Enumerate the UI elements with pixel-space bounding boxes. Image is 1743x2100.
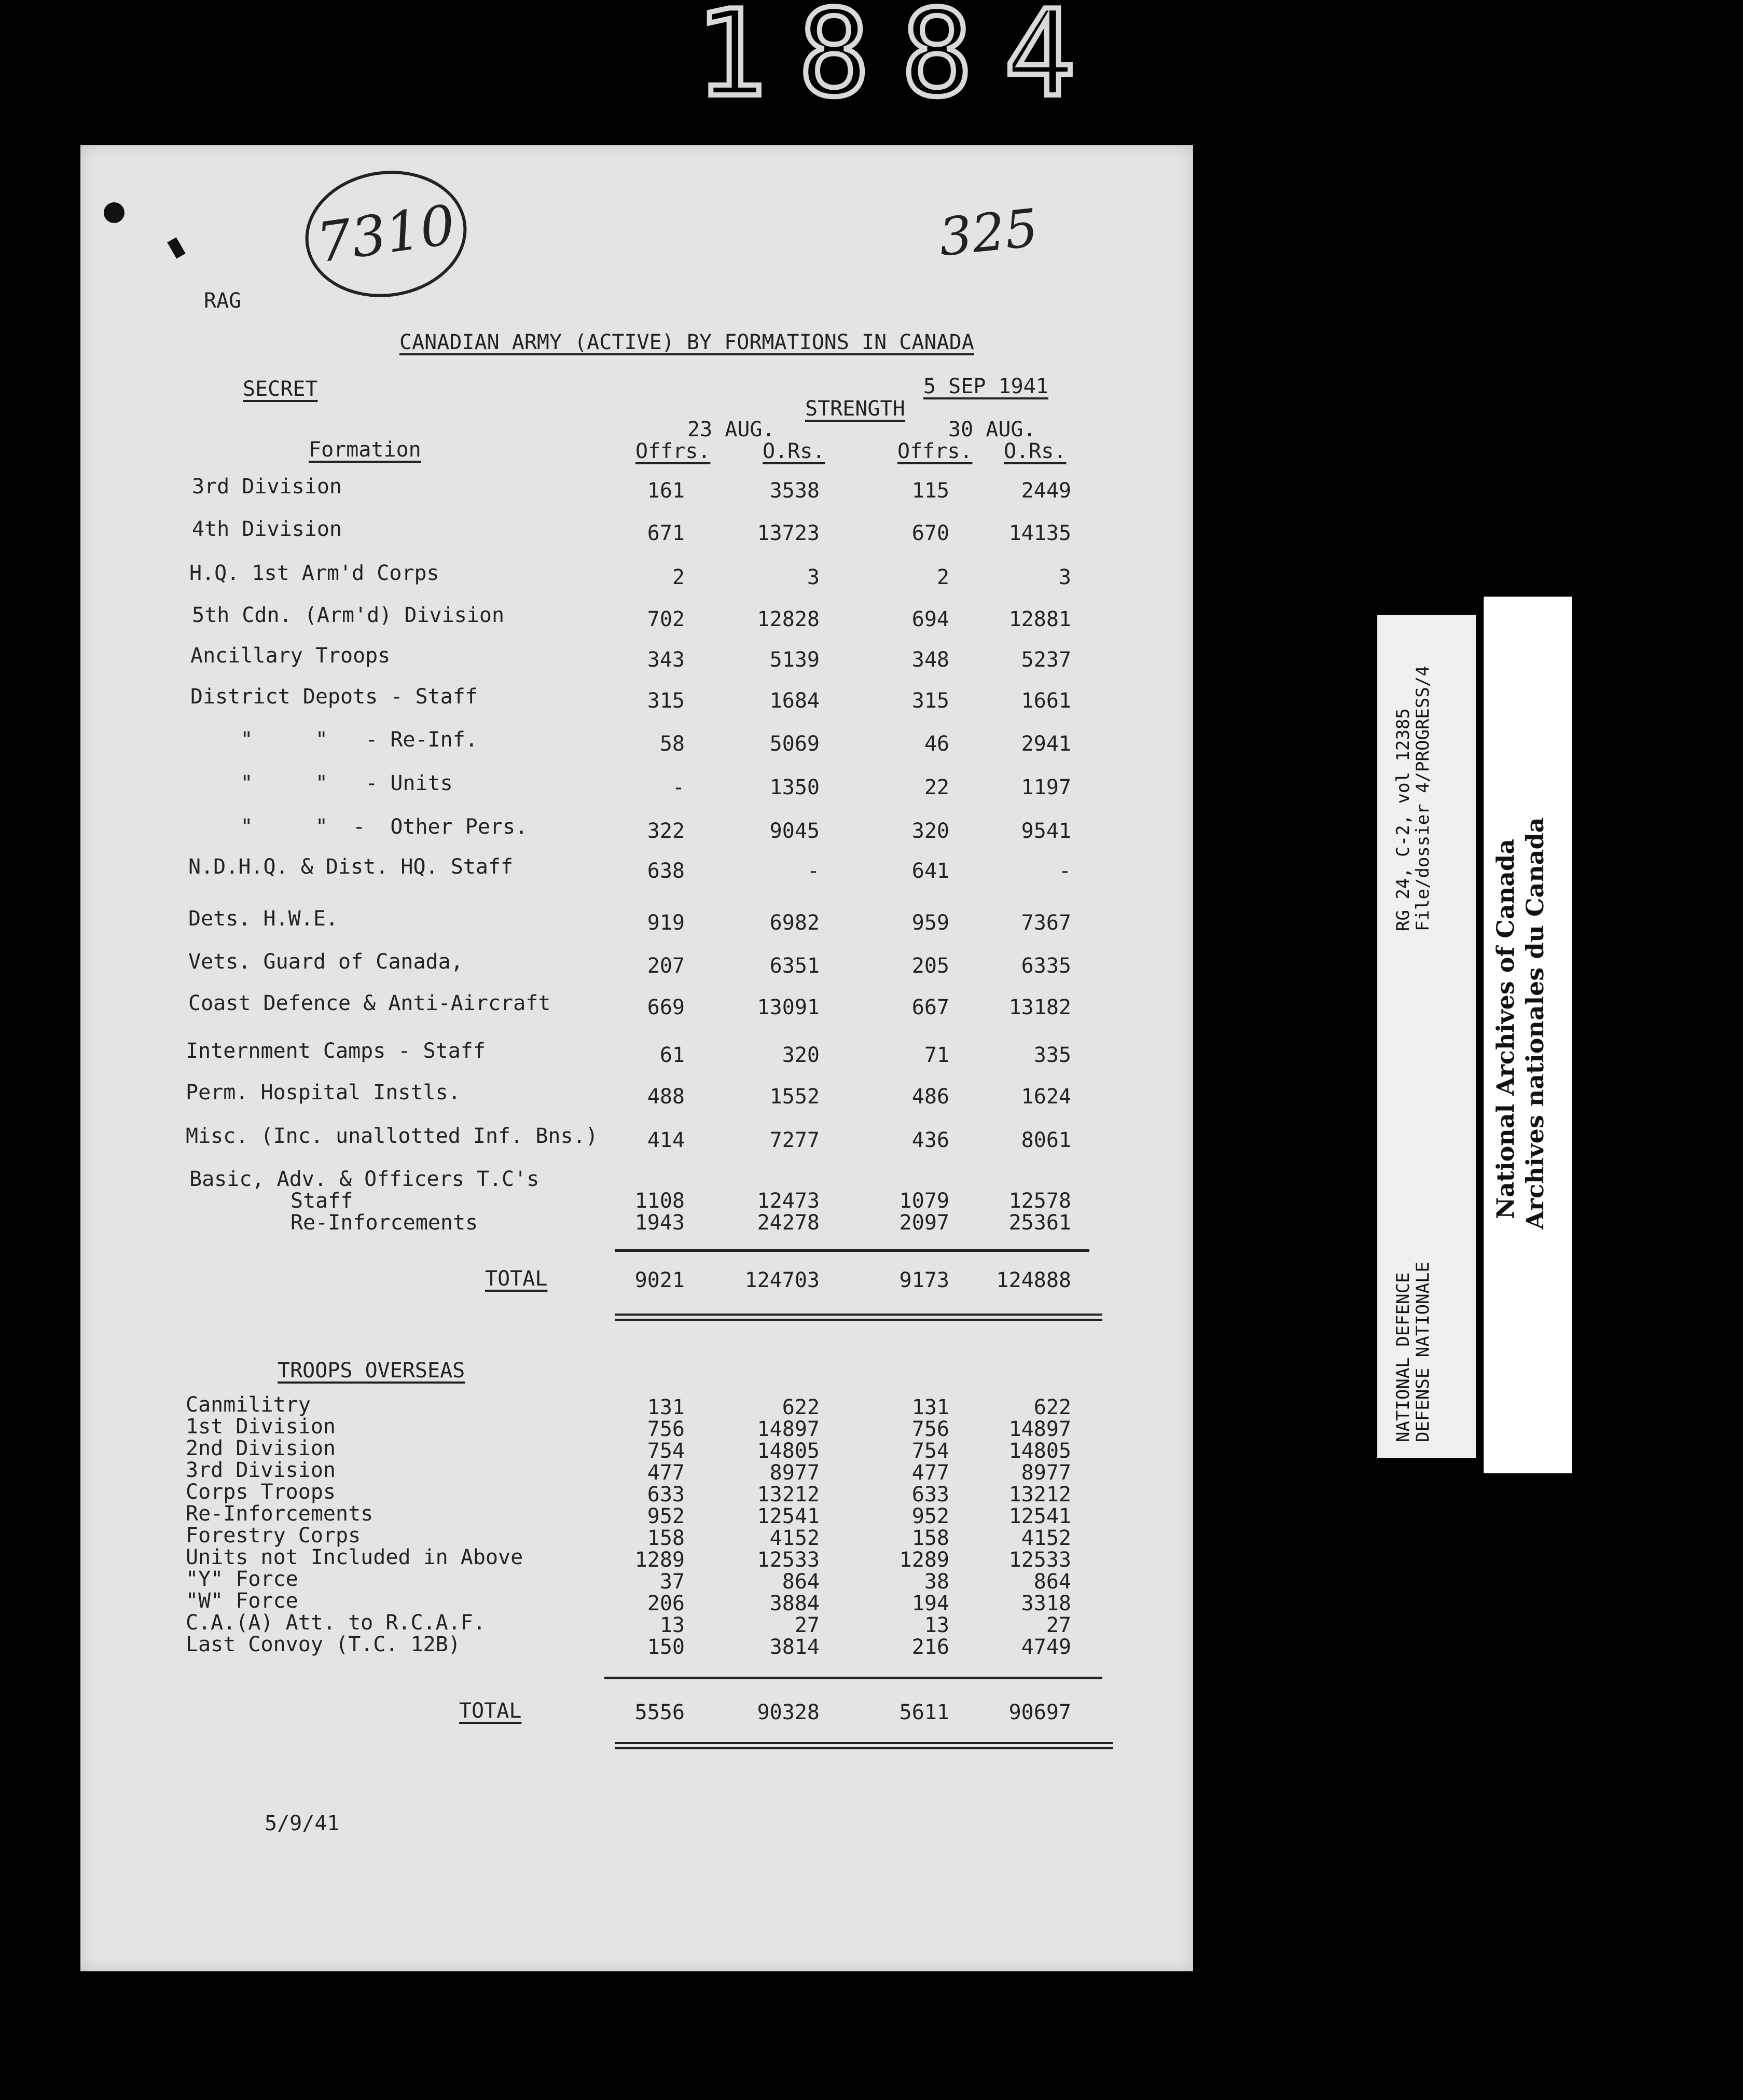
header-offrs-1: Offrs. [635,439,711,463]
overseas-value: 4152 [769,1526,820,1550]
formation-value: 3538 [769,479,820,503]
formation-value: - [807,859,820,883]
overseas-value: 131 [911,1396,949,1419]
frame-number: 1884 [695,0,1107,123]
overseas-total-label: TOTAL [459,1699,522,1723]
overseas-label: Forestry Corps [186,1524,361,1548]
overseas-value: 622 [782,1396,820,1419]
canada-total-label: TOTAL [485,1267,548,1291]
overseas-value: 13 [659,1613,685,1637]
formation-label: District Depots - Staff [190,685,478,709]
formation-value: 315 [647,689,685,713]
formation-value: 702 [647,607,685,631]
training-label: Basic, Adv. & Officers T.C's [189,1167,540,1191]
overseas-value: 14897 [757,1417,820,1441]
overseas-value: 477 [647,1461,685,1485]
formation-value: 8061 [1021,1128,1071,1152]
formation-value: 436 [911,1128,949,1152]
strength-label: STRENGTH [805,397,905,421]
overseas-label: 1st Division [186,1415,336,1439]
formation-value: 641 [911,859,949,883]
punch-mark-icon [167,237,185,258]
col-date-2: 30 AUG. [948,418,1036,441]
formation-value: 6335 [1021,954,1071,978]
folio-number: 325 [936,197,1041,268]
training-row-value: 2097 [899,1211,949,1235]
formation-value: 3 [807,565,820,589]
formation-value: 205 [911,954,949,978]
classification: SECRET [243,377,318,401]
overseas-value: 3318 [1021,1592,1071,1615]
training-row-value: 24278 [757,1211,820,1235]
overseas-value: 8977 [1021,1461,1071,1485]
overseas-value: 754 [911,1439,949,1463]
formation-value: 1624 [1021,1085,1071,1109]
document-title: CANADIAN ARMY (ACTIVE) BY FORMATIONS IN CANADA [399,330,974,354]
overseas-value: 952 [911,1504,949,1528]
formation-value: 207 [647,954,685,978]
formation-value: 58 [659,732,685,756]
circled-handwritten-number: 7310 [297,160,475,307]
formation-value: 320 [782,1043,820,1067]
formation-value: 14135 [1008,521,1071,545]
national-archives-label [1484,597,1572,1473]
overseas-value: 14805 [757,1439,820,1463]
overseas-value: 864 [782,1570,820,1594]
formation-value: 2 [672,565,685,589]
overseas-value: 38 [924,1570,949,1594]
training-row-value: 12473 [757,1189,820,1213]
training-row-value: 1108 [634,1189,685,1213]
overseas-value: 131 [647,1396,685,1419]
training-row-label: Staff [290,1189,353,1213]
formation-value: - [1058,859,1071,883]
formation-value: 1350 [769,776,820,799]
training-row-value: 1079 [899,1189,949,1213]
formation-value: 414 [647,1128,685,1152]
overseas-value: 4152 [1021,1526,1071,1550]
overseas-value: 14805 [1008,1439,1071,1463]
overseas-value: 216 [911,1635,949,1659]
header-ors-1: O.Rs. [763,439,825,463]
formation-label: 3rd Division [192,475,342,499]
overseas-value: 633 [911,1483,949,1507]
formation-label: Ancillary Troops [190,644,391,668]
formation-value: 7277 [769,1128,820,1152]
overseas-label: Corps Troops [186,1480,336,1504]
formation-label: Misc. (Inc. unallotted Inf. Bns.) [186,1124,598,1148]
formation-value: 6982 [769,911,820,935]
overseas-label: Re-Inforcements [186,1502,374,1526]
formation-value: 1197 [1021,776,1071,799]
formation-value: 13182 [1008,996,1071,1019]
formation-label: Coast Defence & Anti-Aircraft [188,991,551,1015]
formation-value: 348 [911,648,949,672]
archives-name-fr: Archives nationales du Canada [1521,817,1549,1229]
overseas-value: 1289 [634,1548,685,1572]
archive-reference-label [1377,615,1476,1458]
formation-value: 1661 [1021,689,1071,713]
formation-label: Internment Camps - Staff [186,1039,486,1063]
formation-label: N.D.H.Q. & Dist. HQ. Staff [188,855,514,879]
overseas-value: 37 [659,1570,685,1594]
initials: RAG [204,289,242,313]
formation-value: 12828 [757,607,820,631]
header-formation: Formation [309,438,421,462]
overseas-value: 12541 [1008,1504,1071,1528]
overseas-label: 3rd Division [186,1458,336,1482]
subtotal-rule [615,1249,1089,1252]
formation-label: Vets. Guard of Canada, [188,950,463,974]
overseas-label: Last Convoy (T.C. 12B) [186,1633,461,1656]
canada-total-value: 9173 [899,1268,949,1292]
formation-value: 12881 [1008,607,1071,631]
formation-value: 61 [659,1043,685,1067]
formation-value: 959 [911,911,949,935]
overseas-value: 13212 [1008,1483,1071,1507]
formation-value: 669 [647,996,685,1019]
formation-value: 486 [911,1085,949,1109]
overseas-value: 13 [924,1613,949,1637]
overseas-value: 14897 [1008,1417,1071,1441]
formation-value: 671 [647,521,685,545]
overseas-label: "Y" Force [186,1567,298,1591]
header-offrs-2: Offrs. [897,439,973,463]
archives-name-en: National Archives of Canada [1491,839,1519,1219]
formation-value: 1552 [769,1085,820,1109]
formation-value: 46 [924,732,949,756]
overseas-value: 952 [647,1504,685,1528]
formation-value: 322 [647,819,685,843]
training-row-value: 1943 [634,1211,685,1235]
archive-ref-line1: RG 24, C-2, vol 12385 [1393,708,1414,931]
overseas-value: 12533 [757,1548,820,1572]
overseas-value: 3814 [769,1635,820,1659]
overseas-value: 206 [647,1592,685,1615]
overseas-subtotal-rule [604,1677,1102,1679]
header-ors-2: O.Rs. [1004,439,1067,463]
formation-value: 2449 [1021,479,1071,503]
formation-label: Dets. H.W.E. [188,907,338,931]
overseas-value: 633 [647,1483,685,1507]
archive-dept-fr: DEFENSE NATIONALE [1413,1262,1433,1442]
overseas-value: 622 [1033,1396,1071,1419]
overseas-label: Canmilitry [186,1393,311,1417]
archive-ref-line2: File/dossier 4/PROGRESS/4 [1413,666,1433,931]
overseas-label: Units not Included in Above [186,1545,523,1569]
formation-value: 5237 [1021,648,1071,672]
formation-value: 1684 [769,689,820,713]
overseas-label: C.A.(A) Att. to R.C.A.F. [186,1611,486,1635]
formation-value: 161 [647,479,685,503]
overseas-value: 754 [647,1439,685,1463]
overseas-total-value: 90697 [1008,1701,1071,1724]
formation-value: 315 [911,689,949,713]
formation-label: Perm. Hospital Instls. [186,1081,461,1104]
overseas-heading: TROOPS OVERSEAS [278,1359,465,1383]
formation-label: " " - Units [190,771,453,795]
formation-value: 9045 [769,819,820,843]
overseas-value: 1289 [899,1548,949,1572]
punch-hole-icon [104,202,125,223]
overseas-value: 756 [911,1417,949,1441]
formation-label: " " - Re-Inf. [190,728,478,752]
archive-dept-en: NATIONAL DEFENCE [1393,1272,1414,1442]
canada-total-value: 124888 [996,1268,1071,1292]
overseas-value: 477 [911,1461,949,1485]
overseas-value: 27 [794,1613,820,1637]
document-date: 5 SEP 1941 [923,375,1048,398]
formation-value: 919 [647,911,685,935]
formation-value: 343 [647,648,685,672]
overseas-total-value: 90328 [757,1701,820,1724]
overseas-value: 194 [911,1592,949,1615]
footer-date: 5/9/41 [265,1812,340,1835]
formation-label: 4th Division [192,517,342,541]
overseas-value: 13212 [757,1483,820,1507]
overseas-total-value: 5556 [634,1701,685,1724]
formation-value: - [672,776,685,799]
formation-value: 2941 [1021,732,1071,756]
formation-value: 2 [936,565,949,589]
formation-value: 13091 [757,996,820,1019]
formation-value: 22 [924,776,949,799]
overseas-value: 12541 [757,1504,820,1528]
formation-value: 667 [911,996,949,1019]
overseas-value: 150 [647,1635,685,1659]
training-row-value: 12578 [1008,1189,1071,1213]
formation-value: 5139 [769,648,820,672]
formation-value: 335 [1033,1043,1071,1067]
overseas-double-rule [615,1742,1113,1749]
formation-value: 694 [911,607,949,631]
canada-total-value: 124703 [744,1268,820,1292]
formation-value: 71 [924,1043,949,1067]
formation-value: 7367 [1021,911,1071,935]
overseas-total-value: 5611 [899,1701,949,1724]
formation-value: 5069 [769,732,820,756]
training-row-label: Re-Inforcements [290,1211,478,1235]
col-date-1: 23 AUG. [687,418,775,441]
canada-total-value: 9021 [634,1268,685,1292]
training-row-value: 25361 [1008,1211,1071,1235]
formation-value: 13723 [757,521,820,545]
formation-value: 3 [1058,565,1071,589]
overseas-value: 864 [1033,1570,1071,1594]
overseas-value: 756 [647,1417,685,1441]
formation-value: 488 [647,1085,685,1109]
total-double-rule [615,1314,1102,1321]
overseas-label: "W" Force [186,1589,298,1613]
formation-label: 5th Cdn. (Arm'd) Division [192,603,505,627]
overseas-value: 158 [647,1526,685,1550]
overseas-value: 158 [911,1526,949,1550]
formation-value: 9541 [1021,819,1071,843]
formation-value: 115 [911,479,949,503]
formation-value: 6351 [769,954,820,978]
overseas-value: 8977 [769,1461,820,1485]
overseas-label: 2nd Division [186,1436,336,1460]
overseas-value: 12533 [1008,1548,1071,1572]
formation-label: " " - Other Pers. [190,815,528,839]
formation-value: 638 [647,859,685,883]
overseas-value: 4749 [1021,1635,1071,1659]
overseas-value: 3884 [769,1592,820,1615]
overseas-value: 27 [1046,1613,1071,1637]
formation-value: 670 [911,521,949,545]
formation-label: H.Q. 1st Arm'd Corps [189,561,439,585]
formation-value: 320 [911,819,949,843]
